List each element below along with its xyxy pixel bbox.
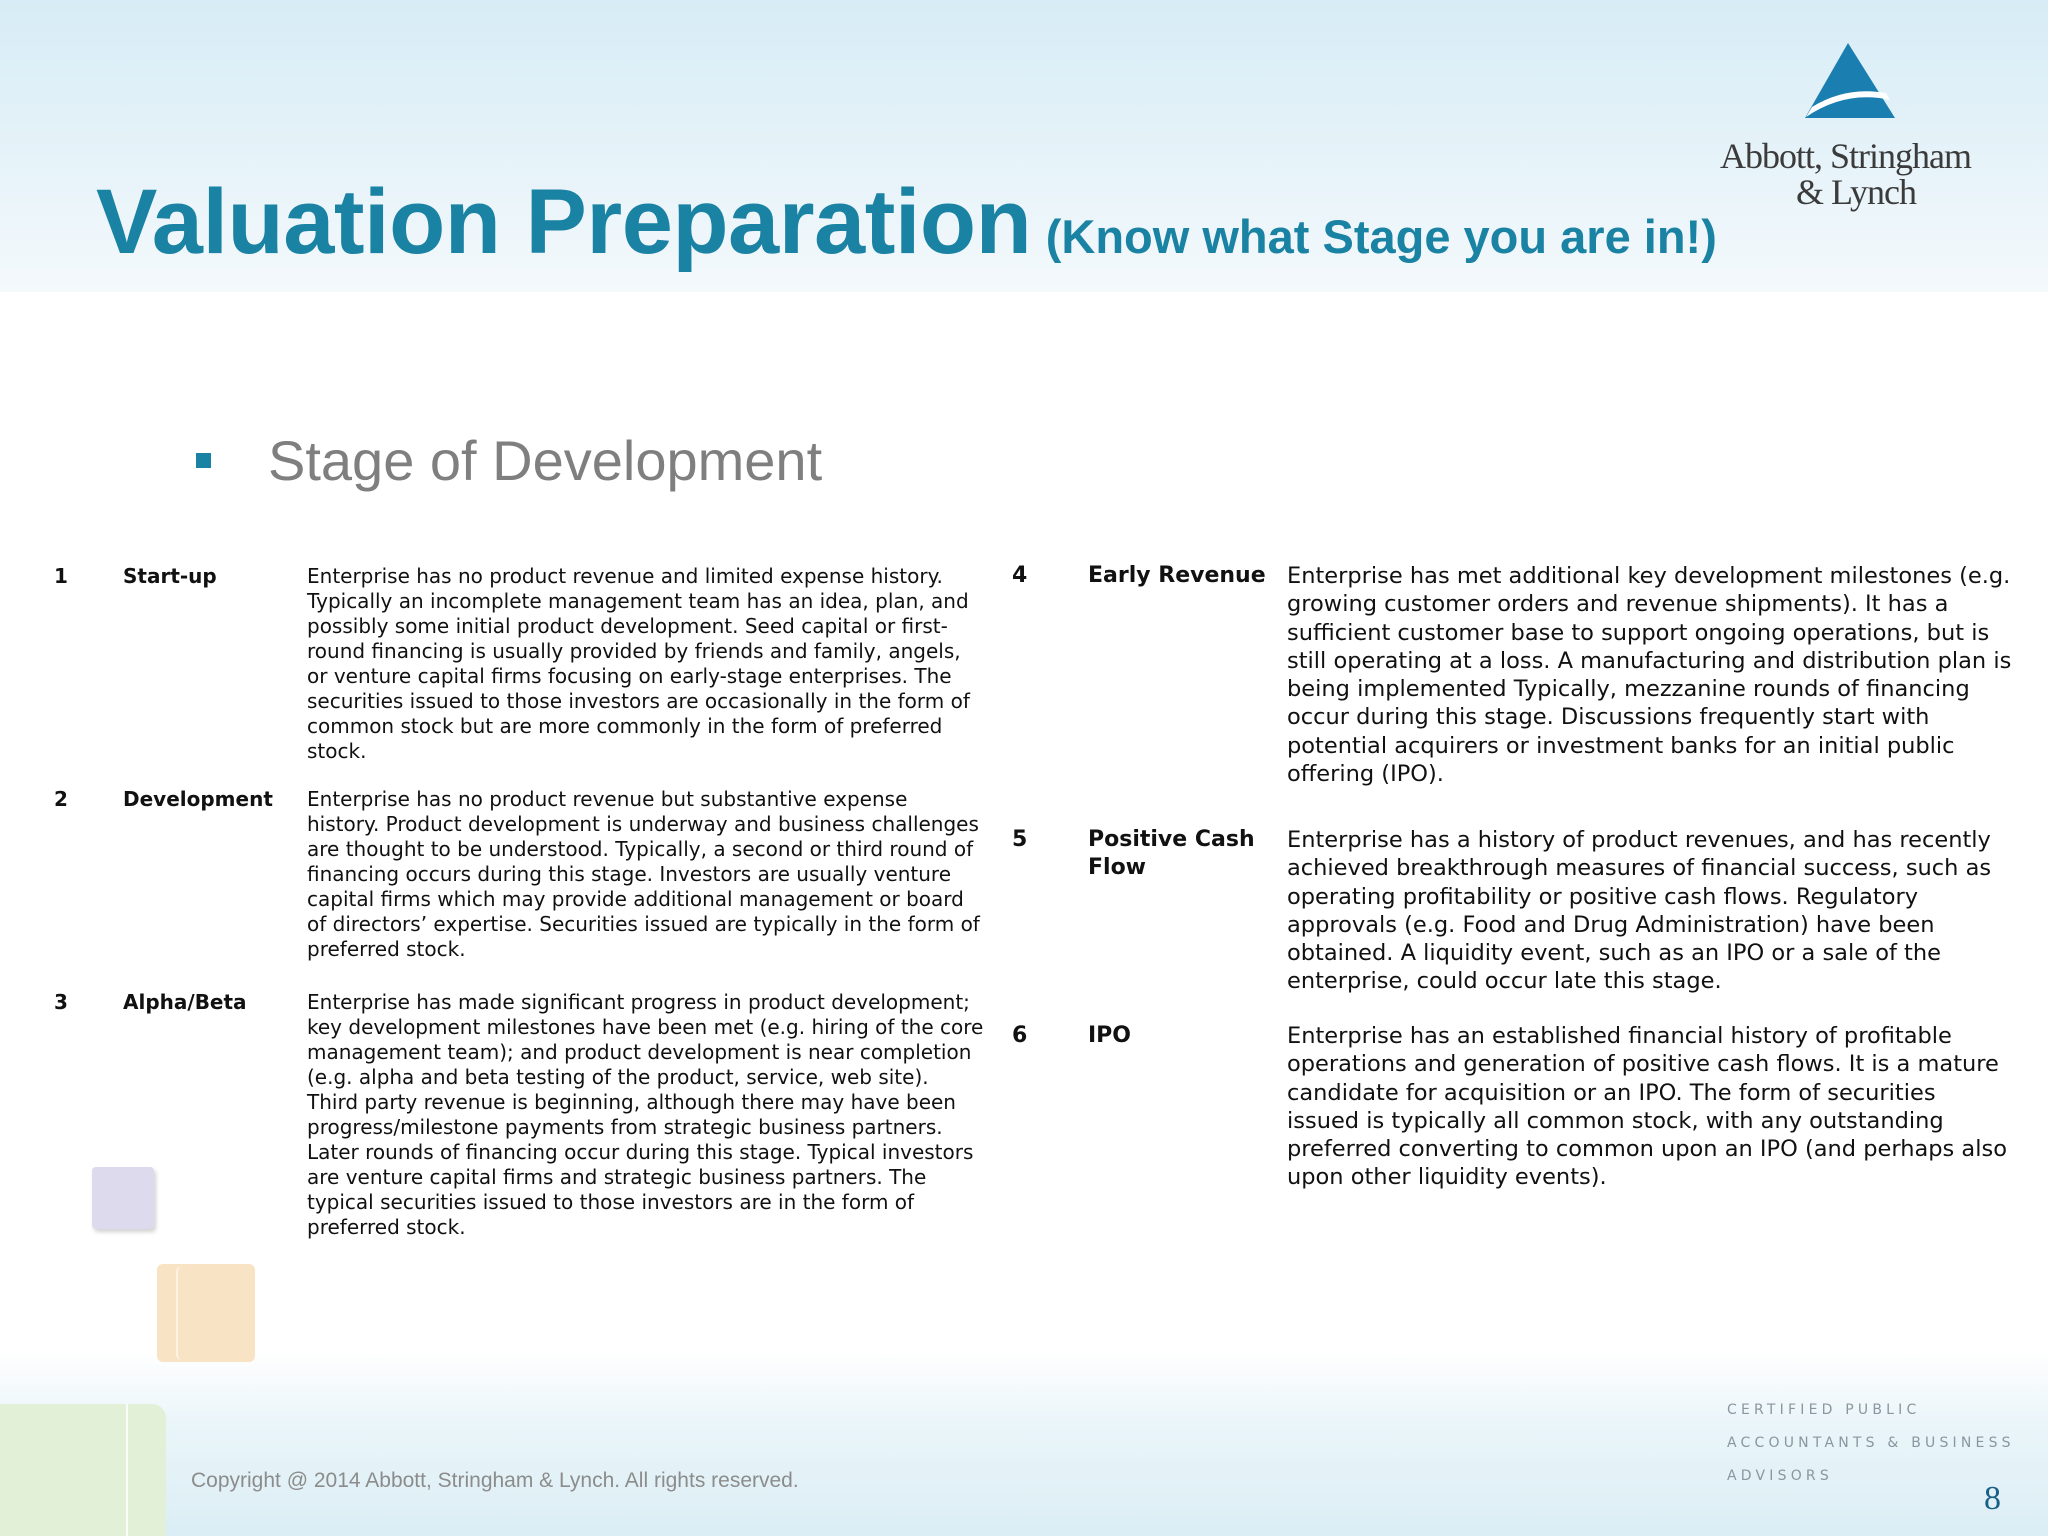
company-logo xyxy=(1720,40,1980,220)
title-main: Valuation Preparation xyxy=(96,171,1032,273)
stage-description: Enterprise has an established financial history of profitable operations and generation of positive cash flows. It is a mature candidate for acquisition or an IPO. The form of securities issued is typically all common stock, with any outstanding preferred converting to common upon an IPO (and perhaps also upon other liquidity events). xyxy=(1287,1023,2007,1191)
decorative-lavender-square xyxy=(92,1167,154,1229)
logo-line-2: & Lynch xyxy=(1796,172,1916,212)
triangle-logo-icon xyxy=(1720,40,1980,130)
copyright-notice: Copyright @ 2014 Abbott, Stringham & Lynch. All rights reserved. xyxy=(191,1469,799,1492)
stage-description: Enterprise has a history of product revenues, and has recently achieved breakthrough measures of financial success, such as operating profitability or positive cash flows. Regulatory approvals (e.g. Food and Drug Administration) have been obtained. A liquidity event, such as an IPO or a sale of the enterprise, could occur late this stage. xyxy=(1287,827,1992,995)
stage-name: Start-up xyxy=(123,564,217,588)
logo-line-1: Abbott, Stringham xyxy=(1720,136,1971,176)
stage-description: Enterprise has met additional key development milestones (e.g. growing customer orders and revenue shipments). It has a sufficient customer base to support ongoing operations, but is still operating at a loss. A manufacturing and distribution plan is being implemented Typically, mezzanine rounds of financing occur during this stage. Discussions frequently start with potential acquirers or investment banks for an initial public offering (IPO). xyxy=(1287,563,2012,788)
title-subtitle: (Know what Stage you are in!) xyxy=(1045,210,1717,263)
stage-name: Early Revenue xyxy=(1088,563,1266,588)
stage-number: 4 xyxy=(1012,563,1028,588)
stage-number: 6 xyxy=(1012,1023,1028,1048)
decorative-green-block xyxy=(0,1404,166,1536)
stage-description: Enterprise has no product revenue and limited expense history. Typically an incomplete management team has an idea, plan, and possibly some initial product development. Seed capital or first-round financing is usually provided by friends and family, angels, or venture capital firms focusing on early-stage enterprises. The securities issued to those investors are occasionally in the form of common stock but are more commonly in the form of preferred stock. xyxy=(307,564,970,763)
page-number: 8 xyxy=(1984,1480,2001,1517)
decorative-divider xyxy=(126,1404,128,1536)
stage-number: 1 xyxy=(54,564,68,588)
section-heading: Stage of Development xyxy=(268,429,823,492)
stage-name: Alpha/Beta xyxy=(123,990,247,1014)
stage-number: 2 xyxy=(54,787,68,811)
decorative-peach-highlight xyxy=(176,1266,256,1360)
bullet-square-icon xyxy=(196,453,211,468)
tagline-line-1: CERTIFIED PUBLIC xyxy=(1727,1402,1921,1418)
tagline-line-2: ACCOUNTANTS & BUSINESS xyxy=(1727,1435,2015,1451)
slide-title xyxy=(96,170,1717,275)
stage-name: IPO xyxy=(1088,1023,1132,1048)
stage-description: Enterprise has no product revenue but substantive expense history. Product development is underway and business challenges are thought to be understood. Typically, a second or third round of financing occurs during this stage. Investors are usually venture capital firms which may provide additional management or board of directors’ expertise. Securities issued are typically in the form of preferred stock. xyxy=(307,787,980,961)
stage-name: Positive Cash Flow xyxy=(1088,827,1255,880)
stage-number: 5 xyxy=(1012,827,1028,852)
stage-description: Enterprise has made significant progress in product development; key development milestones have been met (e.g. hiring of the core management team); and product development is near completion (e.g. alpha and beta testing of the product, service, web site). Third party revenue is beginning, although there may have been progress/milestone payments from strategic business partners. Later rounds of financing occur during this stage. Typical investors are venture capital firms and strategic business partners. The typical securities issued to those investors are in the form of preferred stock. xyxy=(307,990,984,1239)
stage-number: 3 xyxy=(54,990,68,1014)
stage-name: Development xyxy=(123,787,273,811)
tagline-line-3: ADVISORS xyxy=(1727,1468,1833,1484)
